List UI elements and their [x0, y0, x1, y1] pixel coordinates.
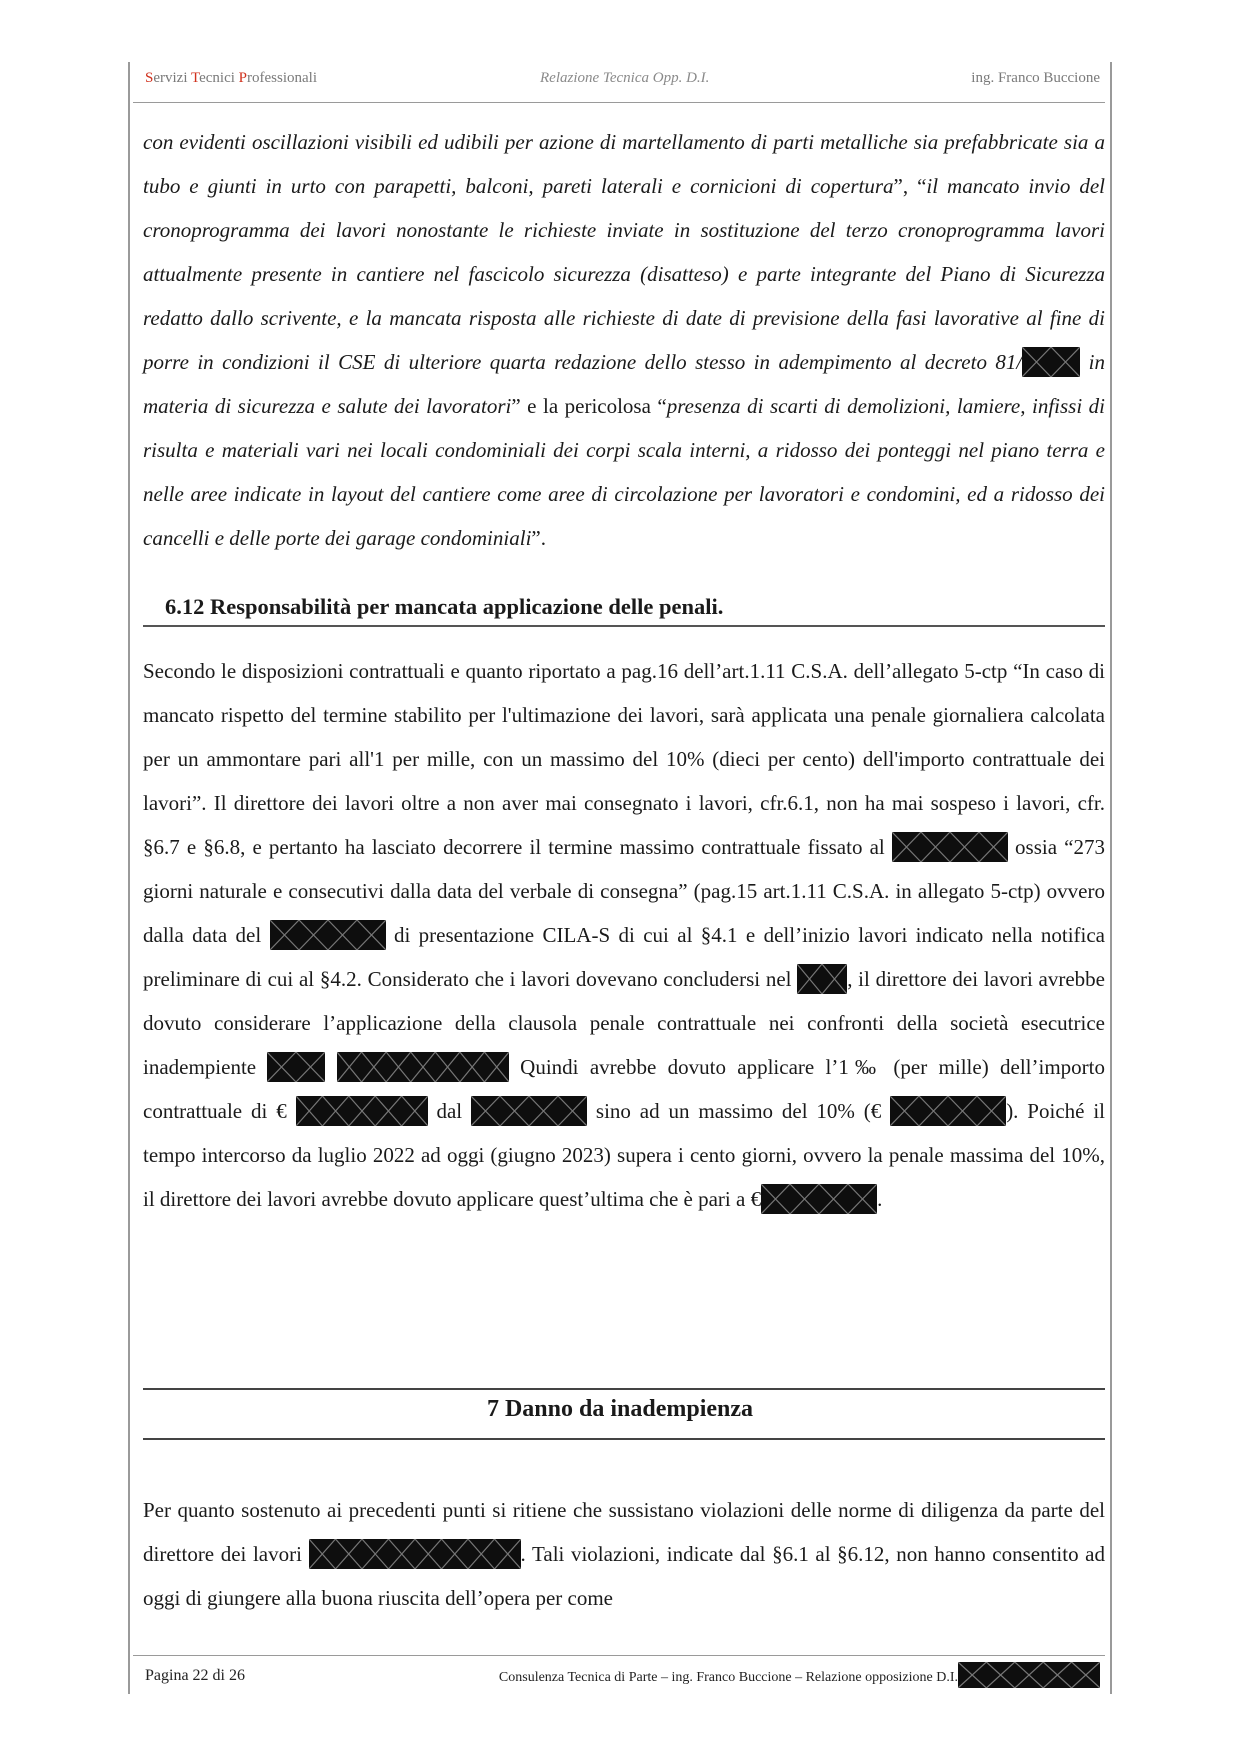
page-number: Pagina 22 di 26: [145, 1667, 245, 1684]
footer-rule: [133, 1655, 1105, 1656]
text-run: di presentazione CILA-S di cui al §4.1 e dell’inizio lavori indicato nella notifica preliminare di cui al §4.2. Considerato che i lavori dovevano concludersi nel: [143, 923, 1105, 991]
text-run: Secondo le disposizioni contrattuali e quanto riportato a pag.16 dell’art.1.11 C.S.A. dell’allegato 5-ctp “In caso di mancato rispetto del termine stabilito per l'ultimazione dei lavori, sarà applicata una penale giornaliera calcolata per un ammontare pari all'1 per mille, con un massimo del 10% (dieci per cento) dell'importo contrattuale dei lavori”. Il direttore dei lavori oltre a non aver mai consegnato i lavori, cfr.6.1, non ha mai sospeso i lavori, cfr. §6.7 e §6.8, e pertanto ha lasciato decorrere il termine massimo contrattuale fissato al: [143, 659, 1105, 859]
text-run: dal: [427, 1099, 472, 1123]
page-header: [145, 70, 1100, 94]
chapter-7-rule-top: [143, 1388, 1105, 1390]
text-run: il mancato invio del cronoprogramma dei lavori nonostante le richieste inviate in sostituzione del terzo cronoprogramma lavori attualmente presente in cantiere nel fascicolo sicurezza (disatteso) e parte integrante del Piano di Sicurezza redatto dallo scrivente, e la mancata risposta alle richieste di date di previsione della fasi lavorative al fine di porre in condizioni il CSE di ulteriore quarta redazione dello stesso in adempimento al decreto 81/: [143, 174, 1105, 374]
right-border: [1110, 62, 1112, 1694]
paragraph-danno: [143, 1488, 1105, 1620]
header-center: Relazione Tecnica Opp. D.I.: [540, 70, 710, 86]
redaction-box: [1022, 347, 1080, 377]
section-heading-6-12: 6.12 Responsabilità per mancata applicazione delle penali.: [165, 594, 724, 619]
redaction-box: [270, 920, 386, 950]
redaction-box: [471, 1096, 587, 1126]
redaction-box: [309, 1539, 521, 1569]
text-run: [325, 1055, 336, 1079]
heading-6-12-rule: [143, 625, 1105, 627]
redaction-box: [892, 832, 1008, 862]
redaction-box: [797, 964, 847, 994]
footer-right: [499, 1668, 1100, 1688]
text-run: in materia di sicurezza e salute dei lavoratori: [143, 350, 1105, 418]
header-left-part: rofessionali: [247, 70, 317, 86]
header-left-part: S: [145, 70, 154, 86]
redaction-box: [296, 1096, 428, 1126]
text-run: ossia “273 giorni naturale e consecutivi dalla data del verbale di consegna” (pag.15 art.1.11 C.S.A. in allegato 5-ctp) ovvero dalla data del: [143, 835, 1105, 947]
header-rule: [133, 102, 1105, 103]
redaction-box: [958, 1662, 1100, 1688]
header-left-part: T: [190, 70, 200, 86]
text-run: con evidenti oscillazioni visibili ed udibili per azione di martellamento di parti metalliche sia prefabbricate sia a tubo e giunti in urto con parapetti, balconi, pareti laterali e cornicioni di copertura: [143, 130, 1105, 198]
text-run: presenza di scarti di demolizioni, lamiere, infissi di risulta e materiali vari nei locali condominiali dei corpi scala interni, a ridosso dei ponteggi nel piano terra e nelle aree indicate in layout del cantiere come aree di circolazione per lavoratori e condomini, ed a ridosso dei cancelli e delle porte dei garage condominiali: [143, 394, 1105, 550]
text-run: ” e la pericolosa “: [511, 394, 667, 418]
text-run: . Tali violazioni, indicate dal §6.1 al §6.12, non hanno consentito ad oggi di giungere alla buona riuscita dell’opera per come: [143, 1542, 1105, 1610]
text-run: ”.: [531, 526, 546, 550]
header-left-part: ecnici: [199, 70, 239, 86]
redaction-box: [337, 1052, 509, 1082]
redaction-box: [267, 1052, 325, 1082]
header-left-part: ervizi: [153, 70, 191, 86]
chapter-7-rule-bottom: [143, 1438, 1105, 1440]
paragraph-penali: [143, 649, 1105, 1221]
redaction-box: [890, 1096, 1006, 1126]
text-run: ). Poiché il tempo intercorso da luglio 2022 ad oggi (giugno 2023) supera i cento giorni, ovvero la penale massima del 10%, il direttore dei lavori avrebbe dovuto applicare quest’ultima che è pari a €: [143, 1099, 1106, 1211]
text-run: sino ad un massimo del 10% (€: [587, 1099, 891, 1123]
paragraph-quotes: [143, 120, 1105, 560]
text-run: , il direttore dei lavori avrebbe dovuto considerare l’applicazione della clausola penale contrattuale nei confronti della società esecutrice inadempiente: [143, 967, 1105, 1079]
text-run: Quindi avrebbe dovuto applicare l’1‰ (per mille) dell’importo contrattuale di €: [143, 1055, 1106, 1123]
text-run: .: [877, 1187, 883, 1211]
redaction-box: [761, 1184, 877, 1214]
chapter-heading-7: 7 Danno da inadempienza: [486, 1396, 754, 1422]
header-left-part: P: [238, 70, 247, 86]
text-run: Per quanto sostenuto ai precedenti punti si ritiene che sussistano violazioni delle norme di diligenza da parte del direttore dei lavori: [143, 1498, 1105, 1566]
header-left: [145, 70, 317, 87]
footer-right-text: Consulenza Tecnica di Parte – ing. Franco Buccione – Relazione opposizione D.I.: [498, 1670, 958, 1686]
header-right: ing. Franco Buccione: [971, 70, 1100, 86]
text-run: ”, “: [893, 174, 927, 198]
left-border: [128, 62, 130, 1694]
